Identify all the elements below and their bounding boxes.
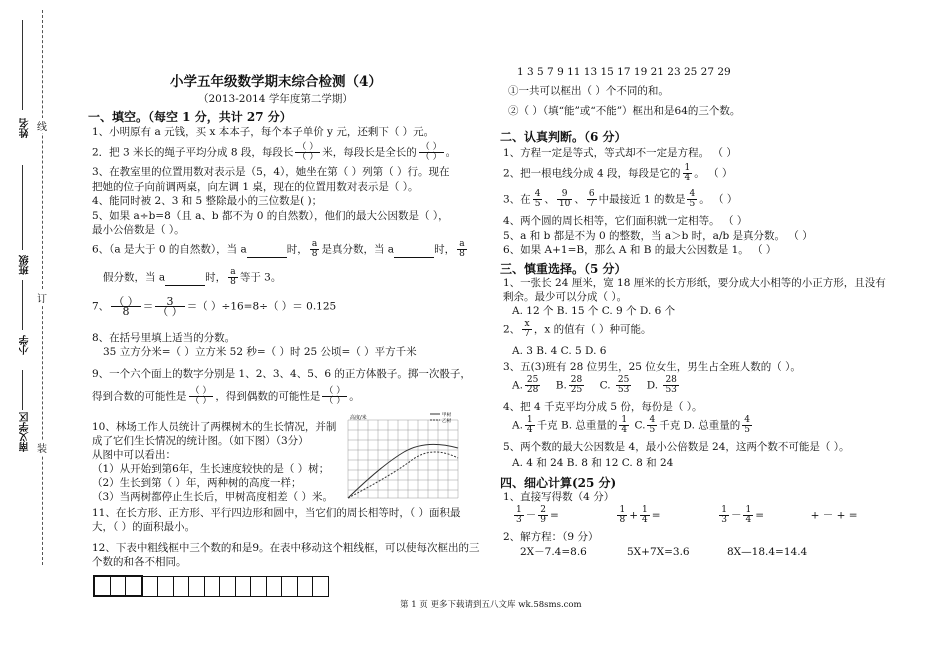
- question-5-line-1: 5、如果 a÷b=8（且 a、b 都不为 0 的自然数），他们的最大公因数是（ ），: [92, 210, 449, 222]
- question-1: 1、小明原有 a 元钱，买 x 本本子，每个本子单价 y 元，还剩下（ ）元。: [92, 126, 435, 138]
- class-label: 班级: [20, 255, 31, 275]
- judge-4: 4、两个圆的周长相等，它们面积就一定相等。 （ ）: [503, 215, 748, 227]
- question-6-line-1: 6、（a 是大于 0 的自然数），当 a 时， $\frac{a}{8}$ 是真分数，当 a 时， $\frac{a}{8}$: [92, 239, 465, 259]
- question-8: 8、在括号里填上适当的分数。: [92, 332, 236, 344]
- choice-3-options: A. $\frac{25}{28}$ B. $\frac{28}{25}$ C. $\frac{25}{53}$ D. $\frac{28}{53}$: [512, 375, 677, 395]
- grid-cell: [313, 576, 329, 596]
- choice-3: 3、五(3)班有 28 位男生，25 位女生，男生占全班人数的（ ）。: [503, 361, 801, 373]
- binding-cut-line: [42, 10, 43, 565]
- question-12-part-2: ②（ ）（填“能”或“不能”）框出和是64的三个数。: [508, 105, 741, 117]
- section-1-heading: 一、填空。（每空 1 分，共计 27 分）: [88, 110, 292, 124]
- chart-y-label: 高度/米: [350, 415, 367, 421]
- grid-cell: [220, 576, 236, 596]
- grid-cell-framed: [110, 576, 126, 596]
- section-2-heading: 二、认真判断。（6 分）: [500, 130, 627, 144]
- grid-cell: [266, 576, 282, 596]
- equation-3: 8X—18.4=14.4: [727, 546, 808, 558]
- question-10-line-3: 从图中可以看出：: [92, 449, 176, 461]
- judge-5: 5、a 和 b 都是不为 0 的整数，当 a＞b 时，a/b 是真分数。 （ ）: [503, 230, 813, 242]
- calc-1-label: 1、直接写得数（4 分）: [503, 491, 615, 503]
- judge-3: 3、在 $\frac{4}{5}$ 、 $\frac{9}{10}$ 、 $\frac{6}{7}$ 中最接近 1 的数是 $\frac{4}{5}$ 。 （ ）: [503, 189, 738, 209]
- grid-cell: [251, 576, 267, 596]
- equation-1: 2X－7.4=8.6: [520, 546, 587, 558]
- choice-5: 5、两个数的最大公因数是 4，最小公倍数是 24，这两个数不可能是（ ）。: [503, 441, 850, 453]
- grid-cell: [142, 576, 158, 596]
- choice-2-options: A. 3 B. 4 C. 5 D. 6: [512, 345, 607, 357]
- judge-6: 6、如果 A+1=B，那么 A 和 B 的最大公因数是 1。 （ ）: [503, 244, 777, 256]
- choice-1-line-1: 1、一张长 24 厘米，宽 18 厘米的长方形纸，要分成大小相等的小正方形，且没有: [503, 277, 886, 289]
- mark-line: 线: [37, 118, 47, 133]
- choice-2: 2、 $\frac{x}{7}$ ，x 的值有（ ）种可能。: [503, 319, 652, 339]
- mark-ding: 订: [37, 290, 47, 305]
- class-line: [22, 165, 23, 250]
- school-line: [22, 280, 23, 330]
- question-10-part-1: （1）从开始到第6年，生长速度较快的是（ ）树；: [92, 463, 330, 475]
- chart-grid: [348, 420, 458, 498]
- grid-cell-framed: [126, 576, 142, 596]
- page-footer: 第 1 页 更多下载请到五八文库 wk.58sms.com: [400, 600, 582, 610]
- odd-number-row: 1 3 5 7 9 11 13 15 17 19 21 23 25 27 29: [517, 66, 731, 78]
- grid-cell: [297, 576, 313, 596]
- question-3-line-1: 3、在教室里的位置用数对表示是（5，4），她坐在第（ ）列第（ ）行。现在: [92, 166, 450, 178]
- question-12-line-2: 个数的和各不相同。: [92, 556, 187, 568]
- answer-fraction: $\frac{( )}{( )}$: [420, 142, 442, 162]
- grid-cell: [173, 576, 189, 596]
- grid-cell: [282, 576, 298, 596]
- judge-1: 1、方程一定是等式，等式却不一定是方程。 （ ）: [503, 147, 737, 159]
- question-3-line-2: 把她的位子向前调两桌，向左调 1 桌，现在的位置用数对表示是（ ）。: [92, 181, 419, 193]
- page-subtitle: （2013-2014 学年度第二学期）: [198, 93, 353, 105]
- question-7: 7、 $\frac{( )}{8}$ ＝ $\frac{3}{( )}$ ＝（ ）÷16=8÷（ ）＝ 0.125: [92, 295, 337, 318]
- question-9-line-2: 得到合数的可能性是 $\frac{( )}{( )}$ ，得到偶数的可能性是 $\frac{( )}{( )}$ 。: [92, 386, 360, 406]
- school-label: 小学: [20, 335, 31, 355]
- page-title: 小学五年级数学期末综合检测（4）: [170, 74, 382, 90]
- question-2: 2．把 3 米长的绳子平均分成 8 段，每段长 $\frac{( )}{( )}$ 米，每段长是全长的 $\frac{( )}{( )}$ 。: [92, 142, 457, 162]
- question-5-line-2: 最小公倍数是（ ）。: [92, 224, 185, 236]
- choice-1-options: A. 12 个 B. 15 个 C. 9 个 D. 6 个: [512, 305, 676, 317]
- question-12-part-1: ①一共可以框出（ ）个不同的和。: [508, 85, 669, 97]
- question-11-line-1: 11、在长方形、正方形、平行四边形和圆中，当它们的周长相等时，（ ）面积最: [92, 507, 461, 519]
- mark-zhuang: 装: [37, 440, 47, 455]
- legend-label-jia: 甲树: [442, 413, 451, 418]
- name-label: 姓名: [20, 118, 31, 138]
- grid-cell: [158, 576, 174, 596]
- grid-cell: [204, 576, 220, 596]
- growth-line-chart: [342, 410, 464, 502]
- legend-label-yi: 乙树: [442, 419, 451, 424]
- question-10-part-3: （3）当两树都停止生长后，甲树高度相差（ ）米。: [92, 491, 334, 503]
- grid-cell: [189, 576, 205, 596]
- series-line-yi: [348, 452, 458, 498]
- district-label: 南义学区: [20, 412, 31, 452]
- question-11-line-2: 大，（ ）的面积最小。: [92, 521, 196, 533]
- question-6-line-2: 假分数，当 a 时， $\frac{a}{8}$ 等于 3。: [103, 267, 282, 287]
- judge-2: 2、把一根电线分成 4 段，每段是它的 $\frac{1}{4}$ 。 （ ）: [503, 163, 733, 183]
- district-line: [22, 370, 23, 410]
- question-12-line-1: 12、下表中粗线框中三个数的和是9。在表中移动这个粗线框，可以使每次框出的三: [92, 542, 480, 554]
- question-10-line-1: 10、林场工作人员统计了两棵树木的生长情况，并制: [92, 421, 337, 433]
- question-8-items: 35 立方分米=（ ）立方米 52 秒=（ ）时 25 公顷=（ ）平方千米: [103, 346, 417, 358]
- number-grid: [93, 575, 329, 597]
- question-9-line-1: 9、一个六个面上的数字分别是 1、2、3、4、5、6 的正方体骰子。掷一次骰子，: [92, 368, 471, 380]
- section-3-heading: 三、慎重选择。（5 分）: [500, 262, 627, 276]
- question-10-line-2: 成了它们生长情况的统计图。（如下图）（3分）: [92, 435, 309, 447]
- choice-1-line-2: 剩余。最少可以分成（ ）。: [503, 291, 628, 303]
- choice-4: 4、把 4 千克平均分成 5 份，每份是（ ）。: [503, 401, 703, 413]
- choice-5-options: A. 4 和 24 B. 8 和 12 C. 8 和 24: [512, 457, 674, 469]
- grid-cell-framed: [94, 576, 110, 596]
- name-line: [22, 20, 23, 110]
- question-10-part-2: （2）生长到第（ ）年，两种树的高度一样；: [92, 477, 302, 489]
- section-4-heading: 四、细心计算(25 分): [500, 476, 617, 490]
- equation-2: 5X+7X=3.6: [627, 546, 690, 558]
- answer-fraction: $\frac{( )}{( )}$: [297, 142, 319, 162]
- choice-4-options: A. $\frac{1}{4}$ 千克 B. 总重量的 $\frac{1}{4}$ C. $\frac{4}{5}$ 千克 D. 总重量的 $\frac{4}{5}$: [512, 415, 750, 435]
- question-4: 4、能同时被 2、3 和 5 整除最小的三位数是( )；: [92, 195, 323, 207]
- calc-2-label: 2、解方程：（9 分）: [503, 531, 599, 543]
- calc-1-expressions: $\frac{1}{3}$ － $\frac{2}{9}$ = $\frac{1}{8}$ + $\frac{1}{4}$ = $\frac{1}{3}$ － $\frac{1}{4}$ = + － + =: [516, 505, 858, 525]
- grid-cell: [235, 576, 251, 596]
